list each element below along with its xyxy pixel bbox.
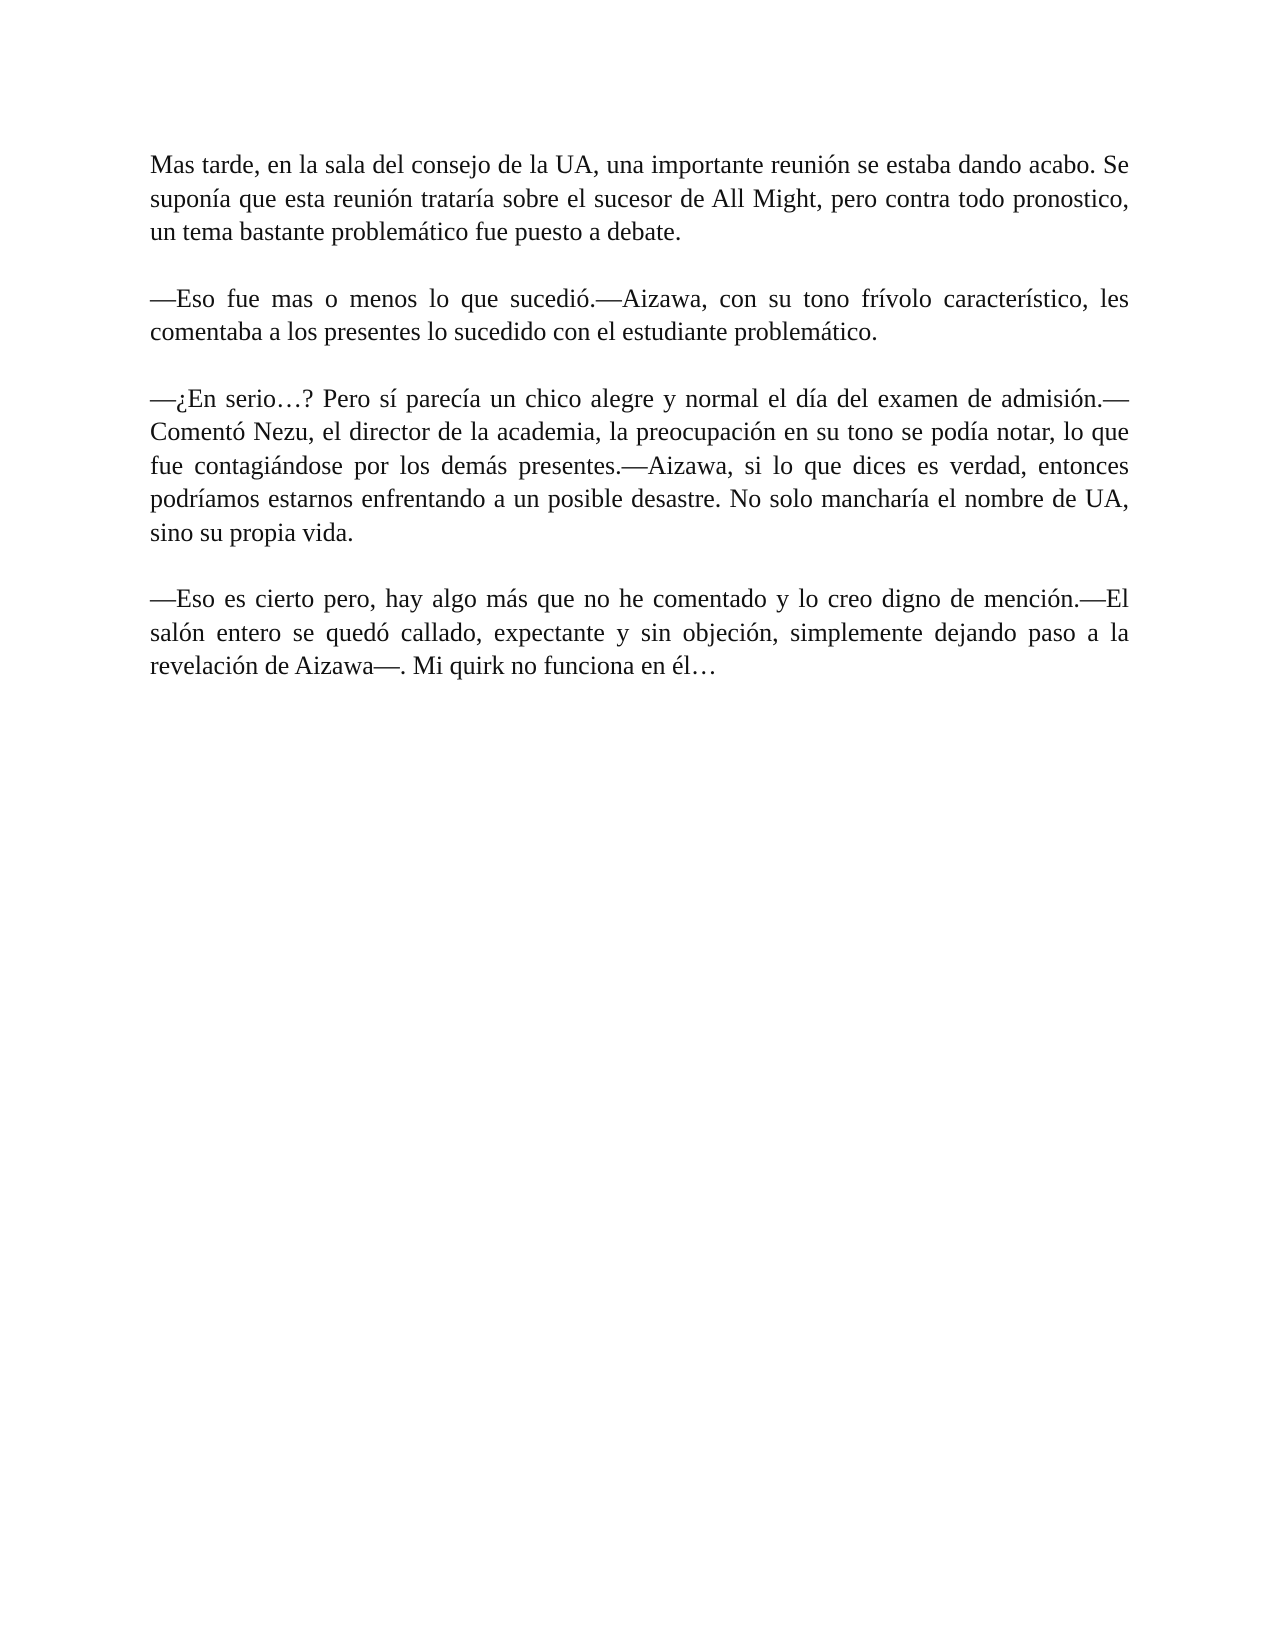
paragraph-1: Mas tarde, en la sala del consejo de la UA, una importante reunión se estaba dando acabo. Se suponía que esta reunión trataría sobre el sucesor de All Might, pero contra todo pronostico, un tema bastante problemático fue puesto a debate. <box>150 150 1129 246</box>
paragraph-3: —¿En serio…? Pero sí parecía un chico alegre y normal el día del examen de admisión.—Comentó Nezu, el director de la academia, la preocupación en su tono se podía notar, lo que fue contagiándose por los demás presentes.—Aizawa, si lo que dices es verdad, entonces podríamos estarnos enfrentando a un posible desastre. No solo mancharía el nombre de UA, sino su propia vida. <box>150 383 1129 547</box>
paragraph-2: —Eso fue mas o menos lo que sucedió.—Aizawa, con su tono frívolo característico, les comentaba a los presentes lo sucedido con el estudiante problemático. <box>150 283 1129 346</box>
paragraph-4: —Eso es cierto pero, hay algo más que no he comentado y lo creo digno de mención.—El salón entero se quedó callado, expectante y sin objeción, simplemente dejando paso a la revelación de Aizawa—. Mi quirk no funciona en él… <box>150 584 1129 680</box>
body-text <box>150 148 1129 716</box>
